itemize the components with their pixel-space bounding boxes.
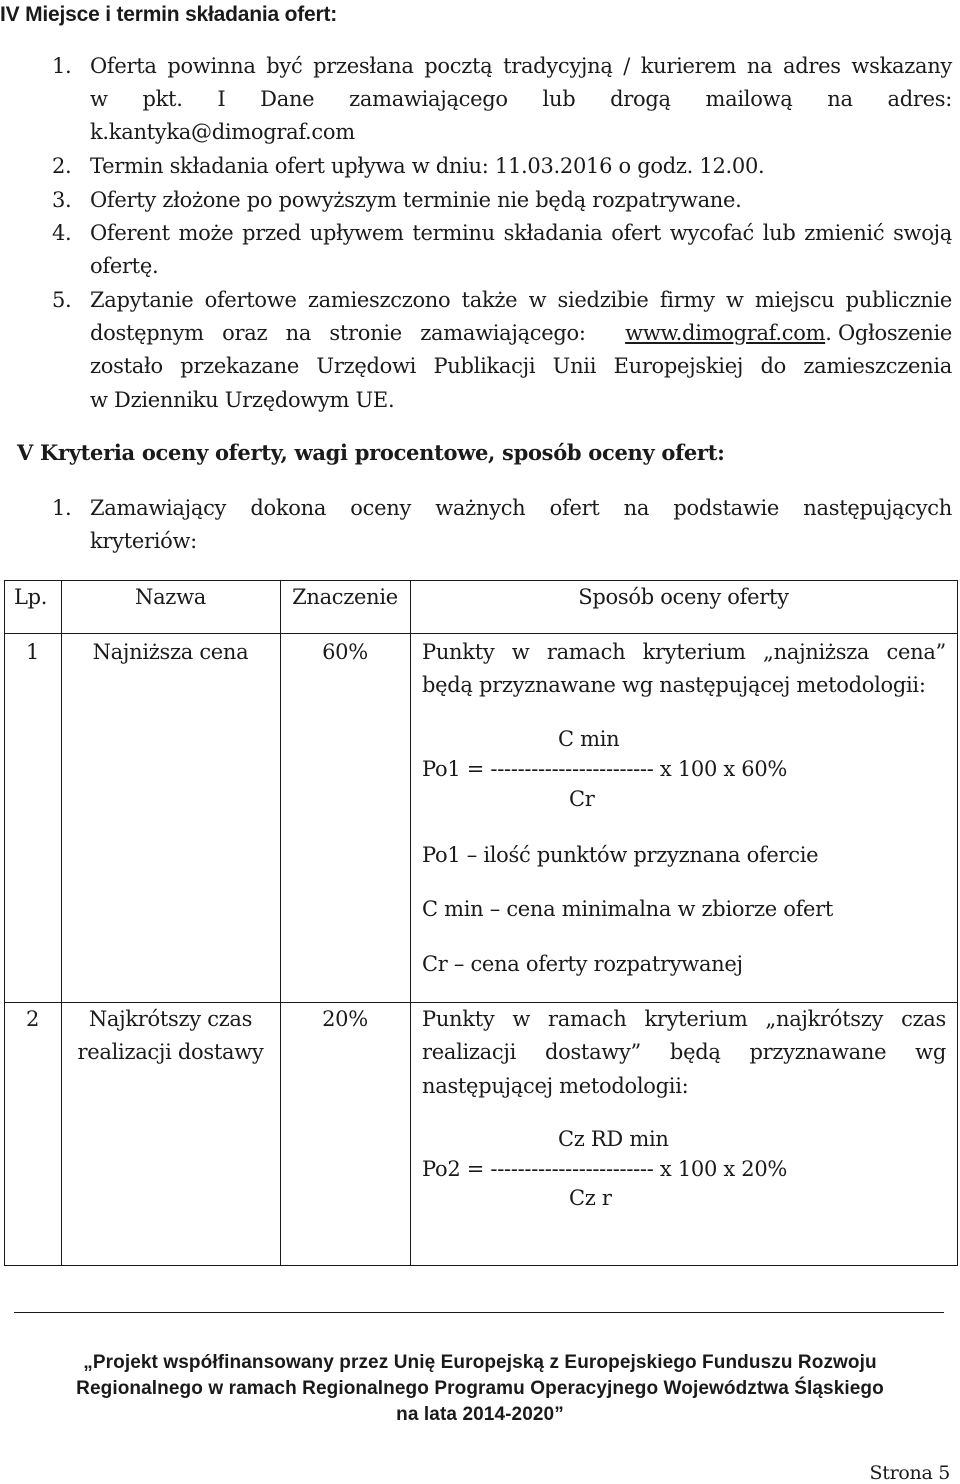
row-1-desc-line-1: Punkty w ramach kryterium „najniższa cena” [422, 640, 946, 664]
row-2-denominator: Cz r [569, 1186, 612, 1210]
section-5-heading: V Kryteria oceny oferty, wagi procentowe, sposób oceny ofert: [17, 440, 725, 465]
row-1-lp: 1 [26, 640, 40, 664]
header-name: Nazwa [135, 585, 206, 609]
row-2-weight: 20% [322, 1007, 368, 1031]
table-col-divider [280, 580, 281, 1266]
header-lp: Lp. [14, 585, 48, 609]
list-number: 1. [52, 496, 72, 520]
row-2-desc-line-3: następującej metodologii: [422, 1074, 689, 1098]
footer-line-3: na lata 2014-2020” [396, 1404, 564, 1425]
header-weight: Znaczenie [292, 585, 398, 609]
table-col-divider [410, 580, 411, 1266]
table-top-border [4, 580, 958, 581]
row-2-formula: Po2 = ------------------------ x 100 x 20% [422, 1157, 788, 1181]
row-2-desc-line-2: realizacji dostawy” będą przyznawane wg [422, 1040, 946, 1064]
item-2-text: Termin składania ofert upływa w dniu: 11.03.2016 o godz. 12.00. [90, 154, 765, 178]
item-5-line-2-tail: . Ogłoszenie [825, 321, 952, 345]
row-2-lp: 2 [26, 1007, 40, 1031]
table-header-border [4, 633, 958, 634]
row-2-desc-line-1: Punkty w ramach kryterium „najkrótszy czas [422, 1007, 946, 1031]
item-5-line-1: Zapytanie ofertowe zamieszczono także w siedzibie firmy w miejscu publicznie [90, 288, 952, 312]
row-1-formula: Po1 = ------------------------ x 100 x 60% [422, 757, 788, 781]
list-number: 1. [52, 54, 72, 78]
list-number: 5. [52, 288, 72, 312]
table-col-divider [61, 580, 62, 1266]
row-1-legend-2: C min – cena minimalna w zbiorze ofert [422, 897, 834, 921]
row-2-name-line-2: realizacji dostawy [77, 1040, 264, 1064]
row-1-numerator: C min [558, 727, 620, 751]
page-number: Strona 5 [869, 1462, 950, 1484]
section-4-heading: IV Miejsce i termin składania ofert: [0, 3, 338, 26]
row-2-name-line-1: Najkrótszy czas [88, 1007, 253, 1031]
list-number: 2. [52, 154, 72, 178]
website-link[interactable]: www.dimograf.com [625, 321, 826, 345]
row-1-weight: 60% [322, 640, 368, 664]
table-row-border [4, 1002, 958, 1003]
item-3-text: Oferty złożone po powyższym terminie nie będą rozpatrywane. [90, 188, 742, 212]
row-1-name: Najniższa cena [92, 640, 249, 664]
footer-divider [14, 1312, 944, 1313]
footer-line-1: „Projekt współfinansowany przez Unię Europejską z Europejskiego Funduszu Rozwoju [83, 1352, 877, 1373]
row-1-legend-1: Po1 – ilość punktów przyznana ofercie [422, 843, 819, 867]
section-5-item-1-line-2: kryteriów: [90, 529, 197, 553]
header-method: Sposób oceny oferty [578, 585, 789, 609]
item-1-line-1: Oferta powinna być przesłana pocztą tradycyjną / kurierem na adres wskazany [90, 54, 952, 78]
table-left-border [4, 580, 5, 1266]
item-1-line-2: w pkt. I Dane zamawiającego lub drogą mailową na adres: [90, 87, 952, 111]
item-1-email: k.kantyka@dimograf.com [90, 120, 355, 144]
section-5-item-1-line-1: Zamawiający dokona oceny ważnych ofert na podstawie następujących [90, 496, 952, 520]
table-right-border [957, 580, 958, 1266]
item-4-line-2: ofertę. [90, 254, 159, 278]
item-5-line-3: zostało przekazane Urzędowi Publikacji Unii Europejskiej do zamieszczenia [90, 354, 952, 378]
row-1-legend-3: Cr – cena oferty rozpatrywanej [422, 952, 743, 976]
footer-line-2: Regionalnego w ramach Regionalnego Programu Operacyjnego Województwa Śląskiego [76, 1378, 884, 1399]
row-2-numerator: Cz RD min [558, 1127, 669, 1151]
item-4-line-1: Oferent może przed upływem terminu składania ofert wycofać lub zmienić swoją [90, 221, 952, 245]
item-5-line-2: dostępnym oraz na stronie zamawiającego: [90, 321, 586, 345]
table-bottom-border [4, 1265, 958, 1266]
row-1-denominator: Cr [569, 787, 595, 811]
list-number: 4. [52, 221, 72, 245]
item-5-line-4: w Dzienniku Urzędowym UE. [90, 388, 395, 412]
list-number: 3. [52, 188, 72, 212]
row-1-desc-line-2: będą przyznawane wg następującej metodologii: [422, 673, 926, 697]
